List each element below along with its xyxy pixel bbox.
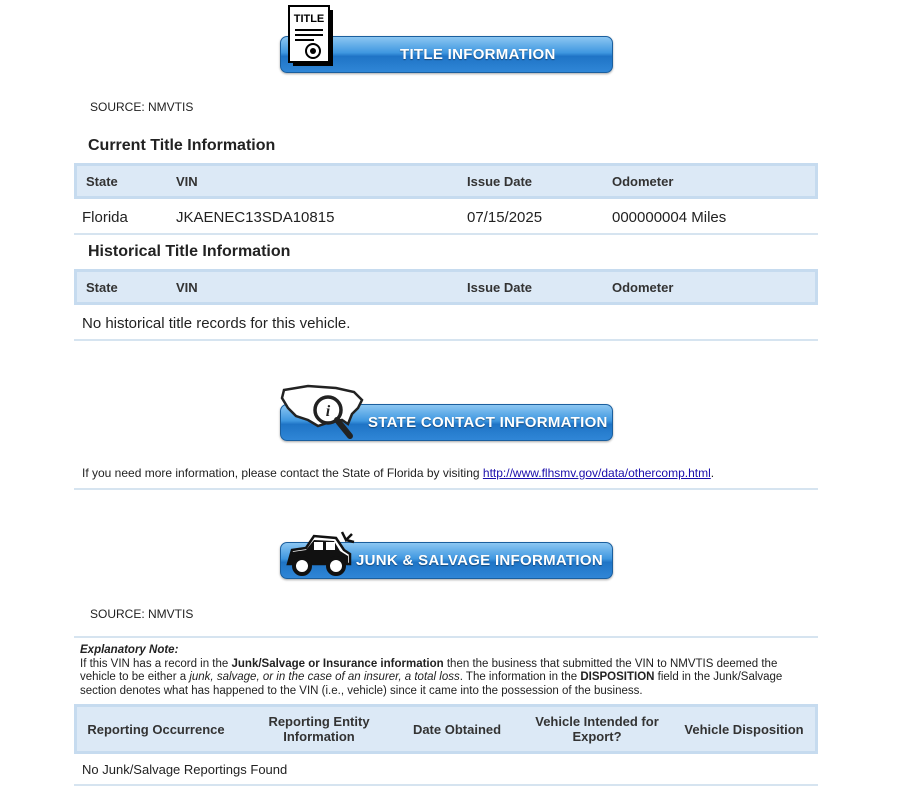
title-source: SOURCE: NMVTIS [90, 100, 194, 114]
col-odometer: Odometer [612, 280, 674, 295]
table-row [74, 201, 818, 235]
state-contact-banner [280, 404, 613, 441]
historical-title-heading: Historical Title Information [88, 243, 291, 260]
divider [74, 488, 818, 490]
current-title-heading: Current Title Information [88, 137, 276, 154]
car-wreck-icon [284, 526, 356, 585]
explanatory-note [80, 644, 810, 698]
svg-text:i: i [325, 403, 331, 420]
junk-salvage-banner [280, 542, 613, 579]
cell-state: Florida [82, 209, 128, 226]
cell-issue-date: 07/15/2025 [467, 209, 543, 226]
note-text: field in the Junk/Salvage section denotes what has happened to the VIN (i.e., vehicle) since it came into the possession of the business. [80, 671, 783, 697]
explanatory-note-body [80, 658, 810, 699]
title-information-banner [280, 13, 613, 73]
historical-empty-message: No historical title records for this vehicle. [82, 315, 351, 332]
note-text: If this VIN has a record in the [80, 657, 232, 670]
col-odometer: Odometer [612, 174, 674, 189]
note-bold: DISPOSITION [580, 671, 655, 683]
col-issue-date: Issue Date [467, 174, 533, 189]
historical-title-header-row [74, 269, 818, 305]
state-contact-link[interactable]: http://www.flhsmv.gov/data/othercomp.html [482, 466, 711, 480]
col-intended-export: Vehicle Intended for Export? [535, 714, 659, 744]
col-state: State [86, 280, 118, 295]
note-text: . The information in the [459, 671, 581, 683]
col-date-obtained: Date Obtained [412, 721, 502, 737]
col-reporting-entity: Reporting Entity Information [268, 714, 370, 744]
us-map-magnifier-icon [278, 380, 370, 449]
cell-vin: JKAENEC13SDA10815 [176, 209, 335, 226]
col-reporting-occurrence: Reporting Occurrence [87, 721, 225, 737]
cell-odometer: 000000004 Miles [612, 209, 727, 226]
junk-salvage-header-row [74, 704, 818, 754]
col-vehicle-disposition: Vehicle Disposition [684, 721, 804, 737]
note-bold: Junk/Salvage or Insurance information [231, 657, 444, 670]
state-contact-suffix: . [710, 466, 715, 480]
divider [74, 636, 818, 638]
title-document-icon [288, 5, 336, 74]
current-title-header-row [74, 163, 818, 199]
col-vin: VIN [176, 280, 198, 295]
explanatory-note-title: Explanatory Note: [80, 644, 179, 656]
junk-source: SOURCE: NMVTIS [90, 607, 194, 621]
state-contact-text [82, 466, 714, 480]
divider [74, 784, 818, 786]
col-issue-date: Issue Date [467, 280, 533, 295]
historical-empty-row [74, 307, 818, 341]
title-icon-text: TITLE [293, 13, 325, 25]
junk-salvage-empty-message: No Junk/Salvage Reportings Found [82, 762, 288, 777]
state-contact-label: STATE CONTACT INFORMATION [368, 414, 608, 431]
col-state: State [86, 174, 118, 189]
note-italic: junk, salvage, or in the case of an insurer, a total loss [189, 671, 460, 683]
note-text: then the business that submitted the VIN to NMVTIS deemed the vehicle to be either a [80, 657, 778, 683]
junk-salvage-label: JUNK & SALVAGE INFORMATION [356, 552, 603, 569]
state-contact-prefix: If you need more information, please contact the State of Florida by visiting [82, 466, 483, 480]
col-vin: VIN [176, 174, 198, 189]
title-information-label: TITLE INFORMATION [400, 46, 556, 63]
